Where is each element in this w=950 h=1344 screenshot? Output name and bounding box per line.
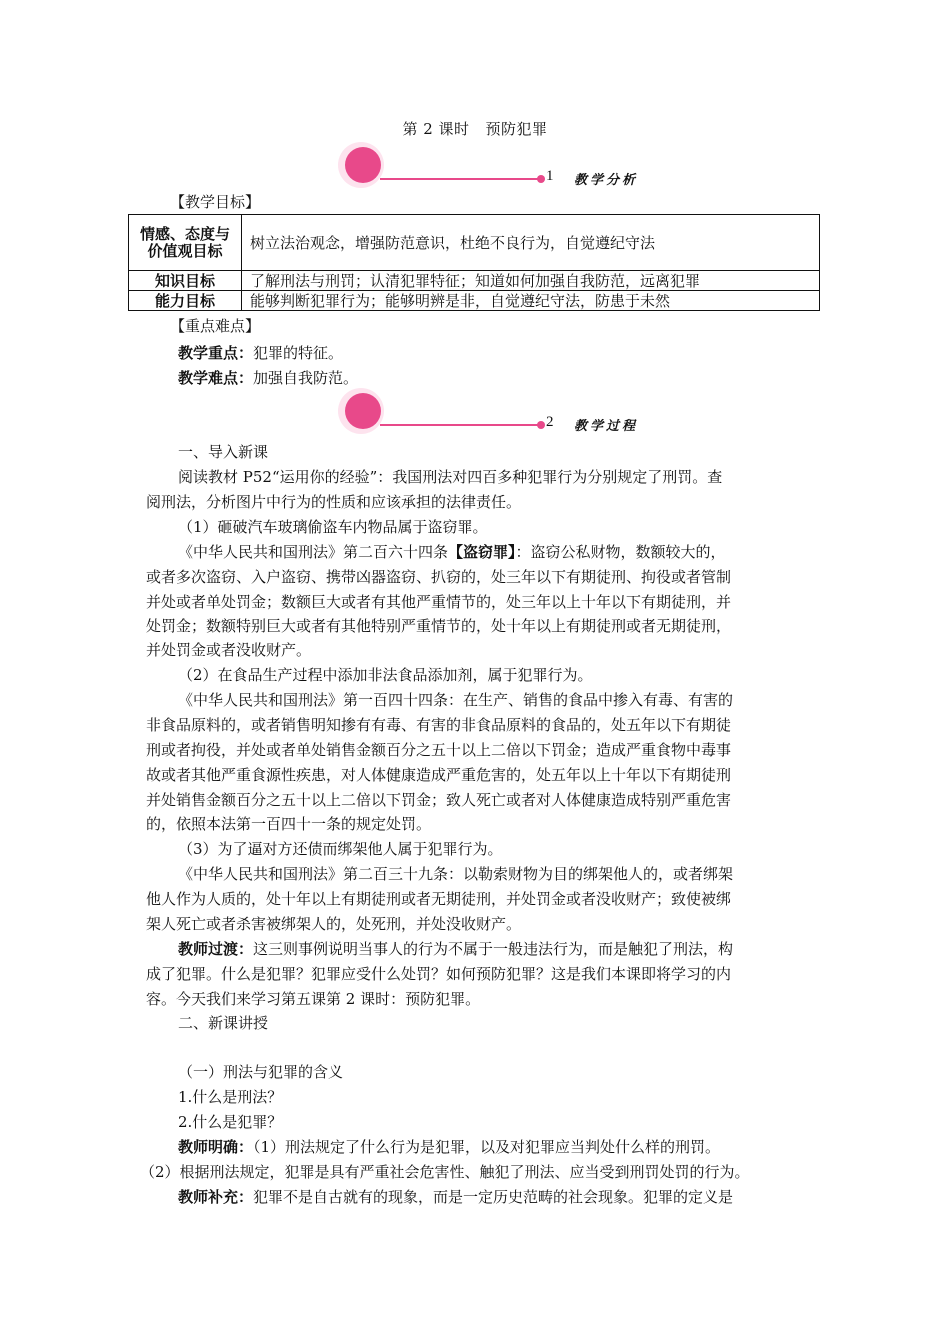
body-line: 教师补充：犯罪不是自古就有的现象，而是一定历史范畴的社会现象。犯罪的定义是 (178, 1188, 734, 1206)
body-line: （一）刑法与犯罪的含义 (178, 1063, 344, 1081)
difficult-point (178, 366, 358, 390)
body-line: 或者多次盗窃、入户盗窃、携带凶器盗窃、扒窃的，处三年以下有期徒刑、拘役或者管制 (146, 568, 732, 586)
body-line: 阅刑法，分析图片中行为的性质和应该承担的法律责任。 (146, 493, 522, 511)
body-line: （2）根据刑法规定，犯罪是具有严重社会危害性、触犯了刑法、应当受到刑罚处罚的行为。 (140, 1163, 750, 1181)
body-line: 教师明确：（1）刑法规定了什么行为是犯罪，以及对犯罪应当判处什么样的刑罚。 (178, 1138, 721, 1156)
body-line: 二、新课讲授 (178, 1014, 269, 1032)
body-line: 容。今天我们来学习第五课第 2 课时：预防犯罪。 (146, 990, 481, 1008)
body-line: 2.什么是犯罪？ (178, 1113, 283, 1131)
key-point-label: 教学重点： (178, 344, 254, 362)
divider (380, 178, 540, 180)
body-line: 《中华人民共和国刑法》第二百六十四条【盗窃罪】：盗窃公私财物，数额较大的， (178, 543, 726, 561)
body-line: 《中华人民共和国刑法》第一百四十四条：在生产、销售的食品中掺入有毒、有害的 (178, 691, 734, 709)
section-label: 教学过程 (574, 419, 639, 434)
goals-heading: 【教学目标】 (170, 193, 261, 211)
body-line: 处罚金；数额特别巨大或者有其他特别严重情节的，处十年以上有期徒刑或者无期徒刑， (146, 617, 732, 635)
table-row (129, 271, 820, 291)
section-header-process (338, 388, 658, 440)
key-point (178, 341, 343, 365)
section-number: 1 (546, 168, 554, 184)
body-line: 并处或者单处罚金；数额巨大或者有其他严重情节的，处三年以上十年以下有期徒刑，并 (146, 593, 732, 611)
body-line: 架人死亡或者杀害被绑架人的，处死刑，并处没收财产。 (146, 915, 522, 933)
table-row (129, 215, 820, 271)
body-line: 1.什么是刑法？ (178, 1088, 283, 1106)
body-line: （1）砸破汽车玻璃偷盗车内物品属于盗窃罪。 (178, 518, 488, 536)
goal-value: 能够判断犯罪行为；能够明辨是非，自觉遵纪守法，防患于未然 (242, 291, 820, 311)
difficult-point-text: 加强自我防范。 (253, 369, 359, 387)
body-line: 并处销售金额百分之五十以上二倍以下罚金；致人死亡或者对人体健康造成特别严重危害 (146, 791, 732, 809)
section-number: 2 (546, 414, 554, 430)
goal-key: 知识目标 (129, 271, 242, 291)
goal-value: 了解刑法与刑罚；认清犯罪特征；知道如何加强自我防范，远离犯罪 (242, 271, 820, 291)
divider (380, 424, 540, 426)
lesson-number: 第 2 课时 (402, 120, 470, 138)
page-title (0, 118, 950, 139)
body-line: 教师过渡：这三则事例说明当事人的行为不属于一般违法行为，而是触犯了刑法，构 (178, 940, 734, 958)
difficult-point-label: 教学难点： (178, 369, 254, 387)
body-line: 《中华人民共和国刑法》第二百三十九条：以勒索财物为目的绑架他人的，或者绑架 (178, 865, 734, 883)
body-line: 刑或者拘役，并处或者单处销售金额百分之五十以上二倍以下罚金；造成严重食物中毒事 (146, 741, 732, 759)
table-row (129, 291, 820, 311)
lesson-name: 预防犯罪 (485, 120, 548, 138)
key-point-text: 犯罪的特征。 (253, 344, 344, 362)
body-line: （2）在食品生产过程中添加非法食品添加剂，属于犯罪行为。 (178, 666, 593, 684)
body-line: 故或者其他严重食源性疾患，对人体健康造成严重危害的，处五年以上十年以下有期徒刑 (146, 766, 732, 784)
body-line: 阅读教材 P52“运用你的经验”：我国刑法对四百多种犯罪行为分别规定了刑罚。查 (178, 468, 723, 486)
body-line: 他人作为人质的，处十年以上有期徒刑或者无期徒刑，并处罚金或者没收财产；致使被绑 (146, 890, 732, 908)
body-line: 非食品原料的，或者销售明知掺有有毒、有害的非食品原料的食品的，处五年以下有期徒 (146, 716, 732, 734)
goals-table (128, 214, 820, 311)
body-line: 成了犯罪。什么是犯罪？犯罪应受什么处罚？如何预防犯罪？这是我们本课即将学习的内 (146, 965, 732, 983)
section-label: 教学分析 (574, 173, 639, 188)
body-line: 一、导入新课 (178, 443, 269, 461)
goal-value: 树立法治观念，增强防范意识，杜绝不良行为，自觉遵纪守法 (242, 215, 820, 271)
body-line: （3）为了逼对方还债而绑架他人属于犯罪行为。 (178, 840, 503, 858)
goal-key: 情感、态度与价值观目标 (129, 215, 242, 271)
body-line: 并处罚金或者没收财产。 (146, 641, 312, 659)
body-line: 的，依照本法第一百四十一条的规定处罚。 (146, 815, 432, 833)
section-header-analysis (338, 142, 658, 194)
key-heading: 【重点难点】 (170, 317, 261, 335)
goal-key: 能力目标 (129, 291, 242, 311)
